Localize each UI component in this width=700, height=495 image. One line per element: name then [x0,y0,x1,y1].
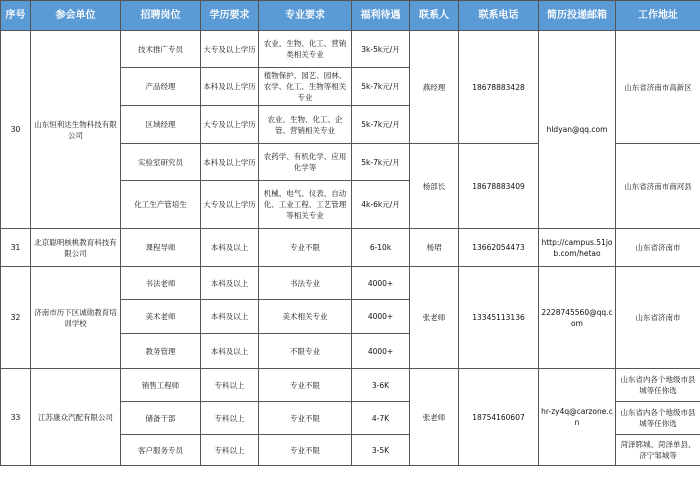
education: 专科以上 [201,435,259,466]
row-number: 31 [1,229,31,267]
major: 美术相关专业 [259,300,352,334]
pay: 4000+ [352,334,410,369]
header-company: 参会单位 [31,1,121,31]
education: 大专及以上学历 [201,181,259,229]
table-row [1,267,700,300]
row-number: 30 [1,31,31,229]
work-address: 山东省济南市高新区 [616,31,700,144]
major: 不限专业 [259,334,352,369]
company-name: 济南市历下区诚勋教育培训学校 [31,267,121,369]
education: 专科以上 [201,402,259,435]
job-post: 储备干部 [121,402,201,435]
contact-person: 张老师 [410,267,459,369]
major: 专业不限 [259,229,352,267]
phone: 18678883409 [459,144,539,229]
header-post: 招聘岗位 [121,1,201,31]
job-post: 教务管理 [121,334,201,369]
job-post: 实验室研究员 [121,144,201,181]
major: 农业、生物、化工、企管、营销相关专业 [259,106,352,144]
work-address: 山东省济南市 [616,229,700,267]
row-number: 32 [1,267,31,369]
header-no: 序号 [1,1,31,31]
phone: 18754160607 [459,369,539,466]
education: 本科及以上 [201,300,259,334]
job-post: 美术老师 [121,300,201,334]
company-name: 江苏康众汽配有限公司 [31,369,121,466]
pay: 4k-6k元/月 [352,181,410,229]
table-row [1,369,700,402]
job-post: 销售工程师 [121,369,201,402]
header-address: 工作地址 [616,1,700,31]
contact-person: 杨珺 [410,229,459,267]
company-name: 山东恒利达生物科技有限公司 [31,31,121,229]
work-address: 山东省济南市 [616,267,700,369]
work-address: 菏泽郓城、菏泽单县、济宁邹城等 [616,435,700,466]
contact-person: 燕经理 [410,31,459,144]
pay: 3-6K [352,369,410,402]
education: 大专及以上学历 [201,106,259,144]
education: 本科及以上 [201,267,259,300]
education: 本科及以上 [201,334,259,369]
header-education: 学历要求 [201,1,259,31]
job-post: 书法老师 [121,267,201,300]
pay: 3-5K [352,435,410,466]
table-row [1,229,700,267]
pay: 5k-7k元/月 [352,106,410,144]
education: 本科及以上学历 [201,68,259,106]
major: 书法专业 [259,267,352,300]
header-row [1,1,700,31]
header-email: 简历投递邮箱 [539,1,616,31]
email[interactable]: hr-zy4q@carzone.cn [539,369,616,466]
work-address: 山东省济南市商河县 [616,144,700,229]
job-post: 区域经理 [121,106,201,144]
contact-person: 杨部长 [410,144,459,229]
pay: 3k-5k元/月 [352,31,410,68]
education: 本科及以上学历 [201,144,259,181]
pay: 5k-7k元/月 [352,144,410,181]
education: 大专及以上学历 [201,31,259,68]
major: 农药学、有机化学、应用化学等 [259,144,352,181]
row-number: 33 [1,369,31,466]
phone: 13662054473 [459,229,539,267]
phone: 18678883428 [459,31,539,144]
job-post: 产品经理 [121,68,201,106]
major: 农业、生物、化工、营销类相关专业 [259,31,352,68]
table-row [1,31,700,68]
email[interactable]: hldyan@qq.com [539,31,616,229]
work-address: 山东省内各个地级市县城等任你选 [616,402,700,435]
phone: 13345113136 [459,267,539,369]
email[interactable]: 2228745560@qq.com [539,267,616,369]
job-post: 客户服务专员 [121,435,201,466]
pay: 4000+ [352,267,410,300]
job-post: 课程导师 [121,229,201,267]
education: 本科及以上 [201,229,259,267]
pay: 6-10k [352,229,410,267]
header-pay: 福利待遇 [352,1,410,31]
company-name: 北京聪明核桃教育科技有限公司 [31,229,121,267]
major: 植物保护、园艺、园林、农学、化工、生物等相关专业 [259,68,352,106]
job-post: 技术推广专员 [121,31,201,68]
major: 专业不限 [259,402,352,435]
pay: 4000+ [352,300,410,334]
major: 专业不限 [259,369,352,402]
header-phone: 联系电话 [459,1,539,31]
major: 机械、电气、仪表、自动化、工业工程、工艺管理等相关专业 [259,181,352,229]
header-major: 专业要求 [259,1,352,31]
contact-person: 张老师 [410,369,459,466]
header-contact: 联系人 [410,1,459,31]
pay: 4-7K [352,402,410,435]
pay: 5k-7k元/月 [352,68,410,106]
major: 专业不限 [259,435,352,466]
work-address: 山东省内各个地级市县城等任你选 [616,369,700,402]
job-post: 化工生产管培生 [121,181,201,229]
email[interactable]: http://campus.51job.com/hetao [539,229,616,267]
education: 专科以上 [201,369,259,402]
